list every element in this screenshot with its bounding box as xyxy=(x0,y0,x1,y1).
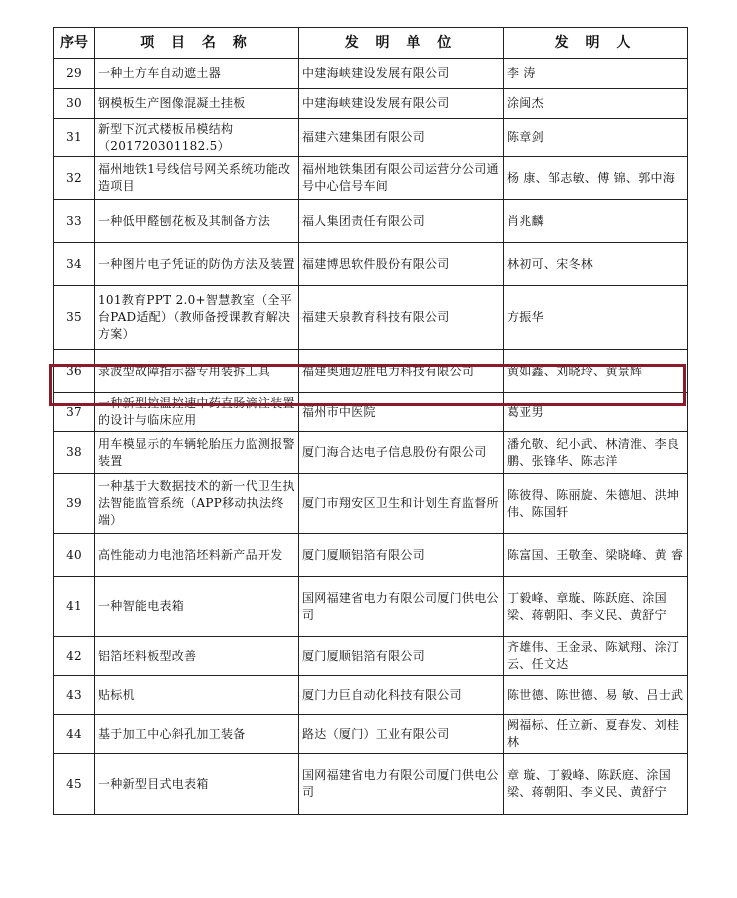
cell-inventor: 黄如鑫、刘晓玲、黄景辉 xyxy=(504,350,688,393)
cell-inventor: 方振华 xyxy=(504,286,688,350)
cell-project: 用车模显示的车辆轮胎压力监测报警装置 xyxy=(95,432,299,474)
cell-unit: 福州市中医院 xyxy=(299,393,504,432)
cell-no: 43 xyxy=(54,676,95,715)
cell-inventor: 章 璇、丁毅峰、陈跃庭、涂国梁、蒋朝阳、李义民、黄舒宁 xyxy=(504,754,688,815)
header-project: 项 目 名 称 xyxy=(95,28,299,59)
cell-inventor: 李 涛 xyxy=(504,59,688,89)
cell-unit: 福人集团责任有限公司 xyxy=(299,200,504,243)
header-no: 序号 xyxy=(54,28,95,59)
cell-project: 新型下沉式楼板吊模结构（201720301182.5） xyxy=(95,119,299,157)
cell-project: 一种智能电表箱 xyxy=(95,577,299,637)
cell-project: 一种新型目式电表箱 xyxy=(95,754,299,815)
cell-unit: 中建海峡建设发展有限公司 xyxy=(299,89,504,119)
cell-no: 38 xyxy=(54,432,95,474)
cell-unit: 福建六建集团有限公司 xyxy=(299,119,504,157)
cell-inventor: 陈彼得、陈丽旋、朱德旭、洪坤伟、陈国轩 xyxy=(504,474,688,534)
cell-inventor: 陈富国、王敬奎、梁晓峰、黄 睿 xyxy=(504,534,688,577)
cell-no: 42 xyxy=(54,637,95,676)
cell-inventor: 肖兆麟 xyxy=(504,200,688,243)
cell-inventor: 齐雄伟、王金录、陈斌翔、涂汀云、任文达 xyxy=(504,637,688,676)
cell-no: 45 xyxy=(54,754,95,815)
cell-project: 一种土方车自动遮土器 xyxy=(95,59,299,89)
cell-unit: 福建博思软件股份有限公司 xyxy=(299,243,504,286)
table-row xyxy=(54,89,688,119)
cell-unit: 福州地铁集团有限公司运营分公司通号中心信号车间 xyxy=(299,157,504,200)
cell-unit: 福建天泉教育科技有限公司 xyxy=(299,286,504,350)
cell-unit: 厦门海合达电子信息股份有限公司 xyxy=(299,432,504,474)
table-row xyxy=(54,393,688,432)
table-row xyxy=(54,676,688,715)
table-row xyxy=(54,119,688,157)
cell-inventor: 阙福标、任立新、夏春发、刘桂林 xyxy=(504,715,688,754)
cell-inventor: 陈世德、陈世德、易 敏、吕士武 xyxy=(504,676,688,715)
cell-no: 29 xyxy=(54,59,95,89)
table-row xyxy=(54,534,688,577)
table-row xyxy=(54,754,688,815)
cell-unit: 国网福建省电力有限公司厦门供电公司 xyxy=(299,577,504,637)
header-inventor: 发 明 人 xyxy=(504,28,688,59)
inventions-table xyxy=(53,27,688,815)
cell-inventor: 林初可、宋冬林 xyxy=(504,243,688,286)
cell-inventor: 涂闽杰 xyxy=(504,89,688,119)
cell-inventor: 丁毅峰、章璇、陈跃庭、涂国梁、蒋朝阳、李义民、黄舒宁 xyxy=(504,577,688,637)
cell-no: 37 xyxy=(54,393,95,432)
cell-project: 钢模板生产图像混凝土挂板 xyxy=(95,89,299,119)
table-row xyxy=(54,715,688,754)
table-row xyxy=(54,577,688,637)
cell-unit: 厦门厦顺铝箔有限公司 xyxy=(299,534,504,577)
cell-no: 44 xyxy=(54,715,95,754)
cell-project: 福州地铁1号线信号网关系统功能改造项目 xyxy=(95,157,299,200)
cell-project: 高性能动力电池箔坯料新产品开发 xyxy=(95,534,299,577)
cell-unit: 厦门力巨自动化科技有限公司 xyxy=(299,676,504,715)
cell-no: 41 xyxy=(54,577,95,637)
cell-inventor: 葛亚男 xyxy=(504,393,688,432)
table-row xyxy=(54,243,688,286)
cell-project: 一种新型控温控速中药直肠滴注装置的设计与临床应用 xyxy=(95,393,299,432)
cell-project: 一种低甲醛刨花板及其制备方法 xyxy=(95,200,299,243)
cell-inventor: 陈章剑 xyxy=(504,119,688,157)
cell-project: 一种图片电子凭证的防伪方法及装置 xyxy=(95,243,299,286)
table-row xyxy=(54,157,688,200)
table-row xyxy=(54,432,688,474)
cell-no: 32 xyxy=(54,157,95,200)
cell-unit: 福建奥通迈胜电力科技有限公司 xyxy=(299,350,504,393)
cell-no: 34 xyxy=(54,243,95,286)
table-row xyxy=(54,350,688,393)
cell-unit: 中建海峡建设发展有限公司 xyxy=(299,59,504,89)
cell-no: 30 xyxy=(54,89,95,119)
table-row xyxy=(54,200,688,243)
table-row xyxy=(54,286,688,350)
cell-project: 录波型故障指示器专用装拆工具 xyxy=(95,350,299,393)
header-unit: 发 明 单 位 xyxy=(299,28,504,59)
table-row xyxy=(54,474,688,534)
table-row xyxy=(54,637,688,676)
cell-project: 101教育PPT 2.0+智慧教室（全平台PAD适配）（教师备授课教育解决方案） xyxy=(95,286,299,350)
cell-inventor: 潘允敬、纪小武、林清淮、李良鹏、张锋华、陈志洋 xyxy=(504,432,688,474)
cell-project: 铝箔坯料板型改善 xyxy=(95,637,299,676)
cell-no: 31 xyxy=(54,119,95,157)
cell-unit: 国网福建省电力有限公司厦门供电公司 xyxy=(299,754,504,815)
cell-project: 基于加工中心斜孔加工装备 xyxy=(95,715,299,754)
table-header-row xyxy=(54,28,688,59)
cell-no: 40 xyxy=(54,534,95,577)
cell-unit: 路达（厦门）工业有限公司 xyxy=(299,715,504,754)
cell-project: 一种基于大数据技术的新一代卫生执法智能监管系统（APP移动执法终端） xyxy=(95,474,299,534)
cell-unit: 厦门厦顺铝箔有限公司 xyxy=(299,637,504,676)
cell-no: 35 xyxy=(54,286,95,350)
cell-unit: 厦门市翔安区卫生和计划生育监督所 xyxy=(299,474,504,534)
cell-no: 36 xyxy=(54,350,95,393)
cell-inventor: 杨 康、邹志敏、傅 锦、郭中海 xyxy=(504,157,688,200)
cell-project: 贴标机 xyxy=(95,676,299,715)
cell-no: 39 xyxy=(54,474,95,534)
table-row xyxy=(54,59,688,89)
cell-no: 33 xyxy=(54,200,95,243)
